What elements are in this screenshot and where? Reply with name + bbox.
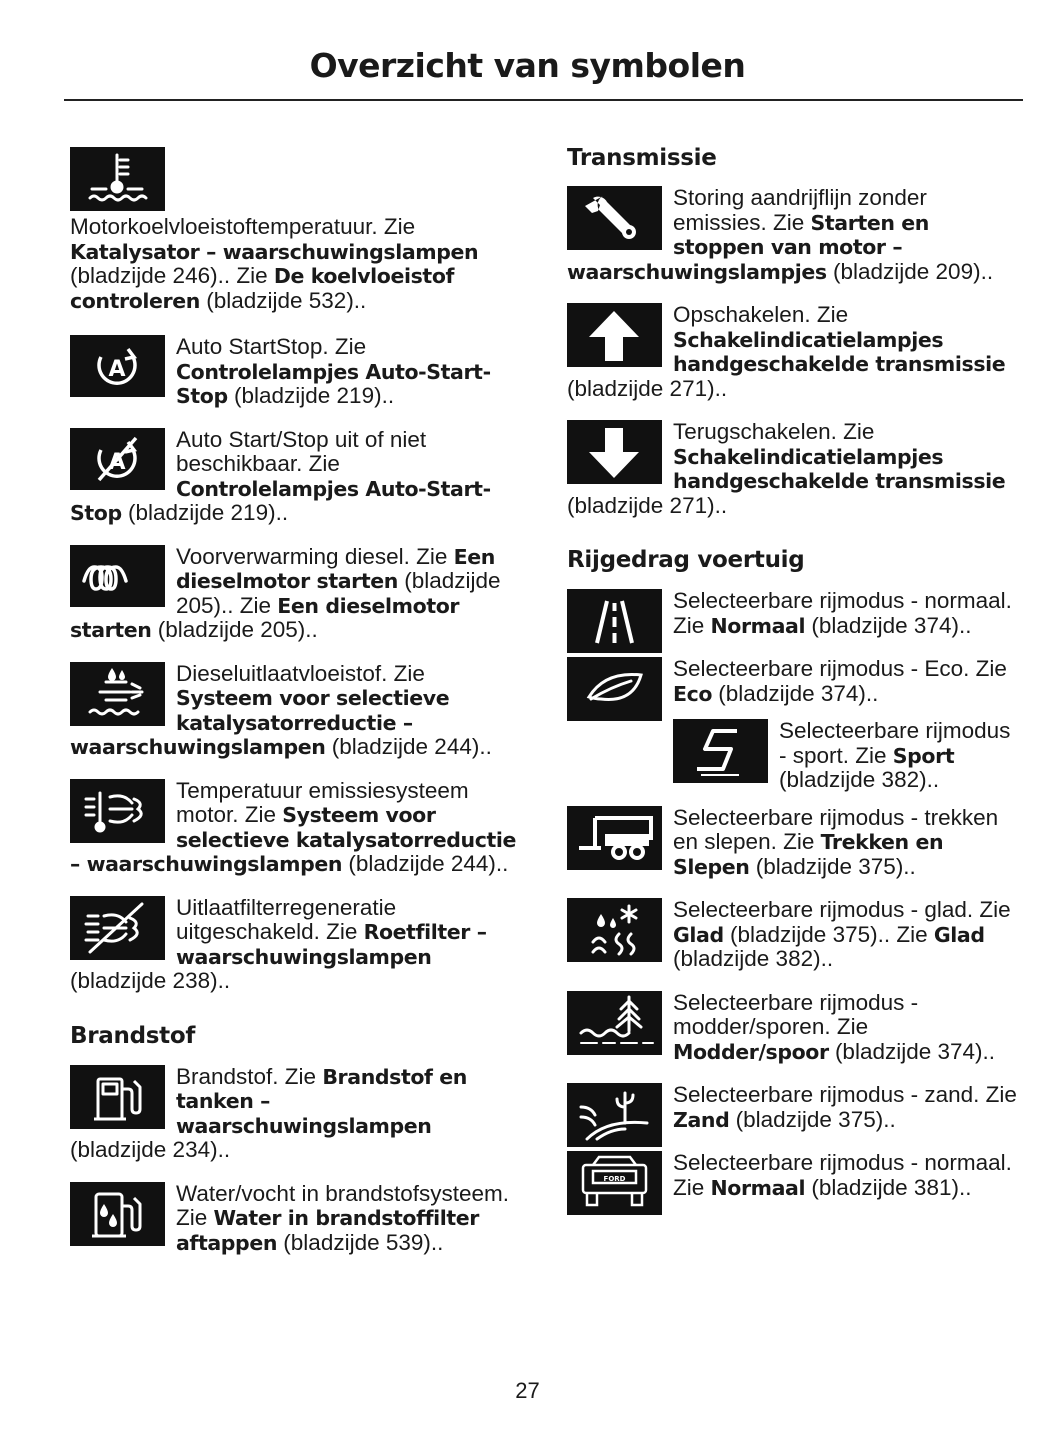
road-normal-icon — [567, 589, 662, 653]
mud-ruts-icon — [567, 991, 662, 1055]
section-heading-rijgedrag: Rijgedrag voertuig — [567, 547, 805, 573]
auto-start-stop-icon — [70, 335, 165, 397]
symbol-entry: Water/vocht in brandstofsysteem. Zie Water in brandstoffilter aftappen (bladzijde 539).. — [70, 1182, 525, 1256]
symbol-entry: A Auto StartStop. Zie Controlelampjes Auto-Start-Stop (bladzijde 219).. — [70, 335, 525, 409]
page-number: 27 — [515, 1378, 540, 1403]
sport-s-icon — [673, 719, 768, 783]
symbol-entry: Selecteerbare rijmodus - glad. Zie Glad (bladzijde 375).. Zie Glad (bladzijde 382).. — [567, 898, 1022, 972]
symbol-entry: Selecteerbare rijmodus - trekken en slepen. Zie Trekken en Slepen (bladzijde 375).. — [567, 806, 1022, 880]
symbol-entry: Brandstof. Zie Brandstof en tanken – waarschuwingslampen (bladzijde 234).. — [70, 1063, 468, 1162]
sand-icon — [567, 1083, 662, 1147]
eco-leaf-icon — [567, 657, 662, 721]
diesel-exhaust-fluid-icon — [70, 662, 165, 726]
glow-plug-icon — [70, 545, 165, 607]
symbol-entry: Dieseluitlaatvloeistof. Zie Systeem voor selectieve katalysatorreductie – waarschuwingslampen (bladzijde 244).. — [70, 660, 492, 759]
fuel-pump-icon — [70, 1065, 165, 1129]
coolant-temperature-icon — [70, 147, 165, 211]
exhaust-temperature-icon — [70, 779, 165, 843]
auto-start-stop-off-icon — [70, 428, 165, 490]
truck-front-icon — [567, 1151, 662, 1215]
symbol-entry: Selecteerbare rijmodus - zand. Zie Zand (bladzijde 375).. — [567, 1083, 1022, 1132]
symbol-entry: Temperatuur emissiesysteem motor. Zie Systeem voor selectieve katalysatorreductie – waarschuwingslampen (bladzijde 244).. — [70, 777, 517, 876]
title-divider — [64, 99, 1023, 101]
svg-text:A: A — [108, 357, 126, 382]
section-heading-transmissie: Transmissie — [567, 145, 717, 171]
symbol-entry: Selecteerbare rijmodus - sport. Zie Sport (bladzijde 382).. — [567, 719, 1022, 793]
symbol-entry: Selecteerbare rijmodus - Eco. Zie Eco (bladzijde 374).. — [567, 657, 1022, 706]
filter-regeneration-off-icon — [70, 896, 165, 960]
slippery-snow-icon — [567, 898, 662, 962]
svg-text:A: A — [108, 449, 126, 475]
symbol-entry: Selecteerbare rijmodus - normaal. Zie Normaal (bladzijde 374).. — [567, 589, 1022, 638]
symbol-entry: Voorverwarming diesel. Zie Een dieselmotor starten (bladzijde 205).. Zie Een dieselmotor starten (bladzijde 205).. — [70, 543, 501, 642]
tow-trailer-icon — [567, 806, 662, 870]
symbol-entry: FORD Selecteerbare rijmodus - normaal. Zie Normaal (bladzijde 381).. — [567, 1151, 1022, 1200]
left-column — [70, 120, 525, 1255]
symbol-entry: Terugschakelen. Zie Schakelindicatielampjes handgeschakelde transmissie (bladzijde 271).. — [567, 419, 1006, 518]
symbol-entry: Motorkoelvloeistoftemperatuur. Zie Katalysator – waarschuwingslampen (bladzijde 246).. Zie De koelvloeistof controleren (bladzijde 532).. — [70, 147, 525, 313]
truck-grille-text: FORD — [603, 1175, 626, 1183]
right-column — [567, 120, 1022, 1217]
symbol-entry: Opschakelen. Zie Schakelindicatielampjes handgeschakelde transmissie (bladzijde 271).. — [567, 302, 1006, 401]
symbol-entry: Uitlaatfilterregeneratie uitgeschakeld. Zie Roetfilter – waarschuwingslampen (bladzijde 238).. — [70, 894, 487, 993]
water-in-fuel-icon — [70, 1182, 165, 1246]
wrench-icon — [567, 186, 662, 250]
shift-down-arrow-icon — [567, 420, 662, 484]
page-title: Overzicht van symbolen — [309, 46, 746, 85]
symbol-entry: Selecteerbare rijmodus - modder/sporen. Zie Modder/spoor (bladzijde 374).. — [567, 991, 1022, 1065]
symbol-entry: Storing aandrijflijn zonder emissies. Zie Starten en stoppen van motor – waarschuwingslampjes (bladzijde 209).. — [567, 185, 994, 284]
symbol-entry: A Auto Start/Stop uit of niet beschikbaar. Zie Controlelampjes Auto-Start-Stop (bladzijde 219).. — [70, 426, 491, 525]
shift-up-arrow-icon — [567, 303, 662, 367]
section-heading-brandstof: Brandstof — [70, 1022, 196, 1049]
